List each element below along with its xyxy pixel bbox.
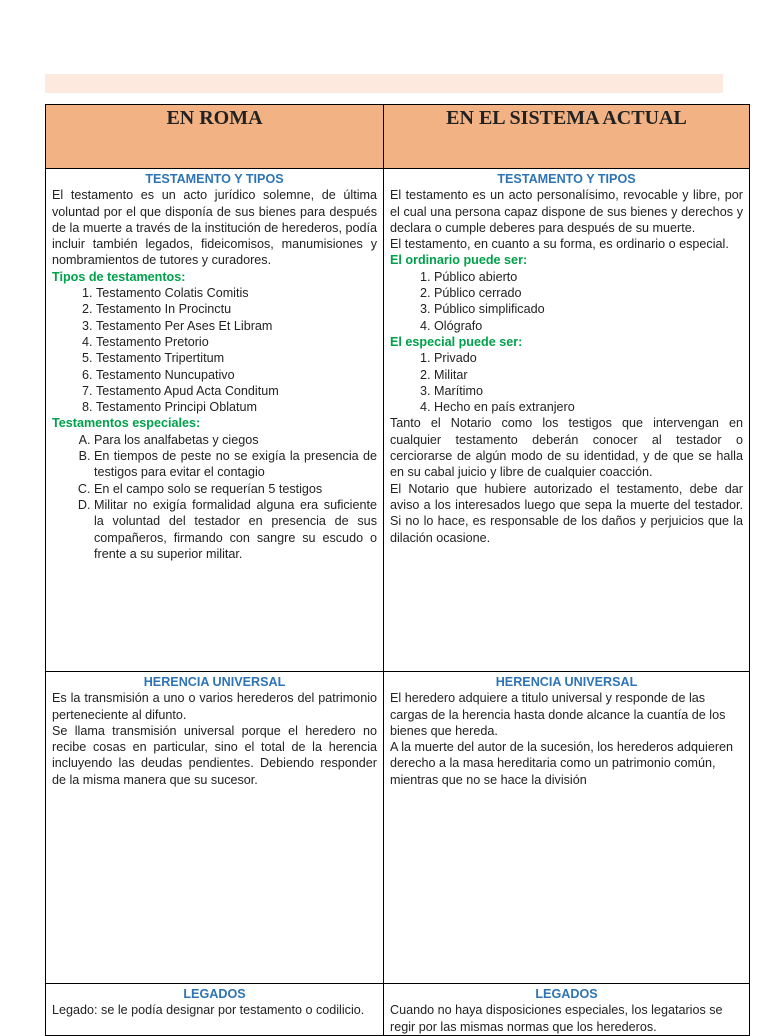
paragraph: El testamento, en cuanto a su forma, es ordinario o especial. (390, 237, 729, 252)
paragraph: Cuando no haya disposiciones especiales, los legatarios se regir por las mismas normas que los herederos. (390, 1003, 723, 1034)
list-item: 4. Ológrafo (434, 318, 743, 334)
cell-herencia-roma (46, 672, 384, 984)
cell-herencia-actual (384, 672, 750, 984)
section-title: TESTAMENTO Y TIPOS (145, 172, 284, 186)
list-item: 1. Testamento Colatis Comitis (96, 285, 377, 301)
row-legados (46, 984, 750, 1036)
section-title: HERENCIA UNIVERSAL (143, 675, 286, 689)
row-testamento (46, 169, 750, 672)
cell-testamento-roma (46, 169, 384, 672)
list-item: 7. Testamento Apud Acta Conditum (96, 383, 377, 399)
paragraph: Se llama transmisión universal porque el heredero no recibe cosas en particular, sino el total de la herencia incluyendo las deudas pendientes. Debiendo responder de la misma manera que su sucesor. (52, 723, 377, 787)
cell-testamento-actual (384, 169, 750, 672)
comparison-table (45, 104, 750, 1036)
list-item: 1. Público abierto (434, 269, 743, 285)
list-item: 2. Público cerrado (434, 285, 743, 301)
list-item: 8. Testamento Principi Oblatum (96, 399, 377, 415)
paragraph: A la muerte del autor de la sucesión, los herederos adquieren derecho a la masa hereditaria como un patrimonio común, mientras que no se hace la división (390, 740, 734, 787)
paragraph: Tanto el Notario como los testigos que intervengan en cualquier testamento deberán conocer al testador o cerciorarse de algún modo de su identidad, y de que se halla en su cabal juicio y libre de cualquier coacción. (390, 416, 743, 480)
section-title: LEGADOS (535, 987, 598, 1001)
list-item: B. En tiempos de peste no se exigía la presencia de testigos para evitar el contagio (94, 448, 377, 481)
list-item: 6. Testamento Nuncupativo (96, 367, 377, 383)
section-title: TESTAMENTO Y TIPOS (497, 172, 636, 186)
subheading: Tipos de testamentos: (52, 269, 186, 284)
special-list (52, 432, 377, 562)
special-list (390, 350, 743, 415)
list-item: A. Para los analfabetas y ciegos (94, 432, 377, 448)
subheading: El especial puede ser: (390, 334, 523, 349)
subheading: El ordinario puede ser: (390, 253, 528, 268)
list-item: 4. Testamento Pretorio (96, 334, 377, 350)
list-item: 3. Público simplificado (434, 301, 743, 317)
paragraph: El testamento es un acto jurídico solemne, de última voluntad por el que disponía de sus bienes para después de la muerte a través de la institución de herederos, podía incluir también legados, fideicomisos, manumisiones y nombramientos de tutores y curadores. (52, 188, 377, 268)
types-list (52, 285, 377, 415)
paragraph: Legado: se le podía designar por testamento o codilicio. (52, 1003, 365, 1018)
list-item: 3. Marítimo (434, 383, 743, 399)
header-roma: EN ROMA (46, 105, 384, 169)
list-item: 3. Testamento Per Ases Et Libram (96, 318, 377, 334)
paragraph: El testamento es un acto personalísimo, revocable y libre, por el cual una persona capaz dispone de sus bienes y derechos y declara o cumple deberes para después de su muerte. (390, 188, 743, 235)
paragraph: Es la transmisión a uno o varios herederos del patrimonio perteneciente al difunto. (52, 691, 377, 722)
list-item: 1. Privado (434, 350, 743, 366)
section-title: HERENCIA UNIVERSAL (495, 675, 638, 689)
list-item: C. En el campo solo se requerían 5 testigos (94, 481, 377, 497)
ordinary-list (390, 269, 743, 334)
header-row (46, 105, 750, 169)
cell-legados-actual (384, 984, 750, 1036)
list-item: 4. Hecho en país extranjero (434, 399, 743, 415)
list-item: D. Militar no exigía formalidad alguna era suficiente la voluntad del testador en presencia de sus compañeros, firmando con sangre su escudo o frente a su superior militar. (94, 497, 377, 562)
row-herencia (46, 672, 750, 984)
header-actual: EN EL SISTEMA ACTUAL (384, 105, 750, 169)
top-decorative-bar (45, 74, 723, 93)
subheading: Testamentos especiales: (52, 416, 201, 431)
paragraph: El Notario que hubiere autorizado el testamento, debe dar aviso a los interesados luego que sepa la muerte del testador. Si no lo hace, es responsable de los daños y perjuicios que la dilación ocasione. (390, 481, 743, 545)
cell-legados-roma (46, 984, 384, 1036)
list-item: 2. Militar (434, 367, 743, 383)
section-title: LEGADOS (183, 987, 246, 1001)
paragraph: El heredero adquiere a titulo universal y responde de las cargas de la herencia hasta donde alcance la cuantía de los bienes que hereda. (390, 691, 726, 738)
list-item: 2. Testamento In Procinctu (96, 301, 377, 317)
list-item: 5. Testamento Tripertitum (96, 350, 377, 366)
